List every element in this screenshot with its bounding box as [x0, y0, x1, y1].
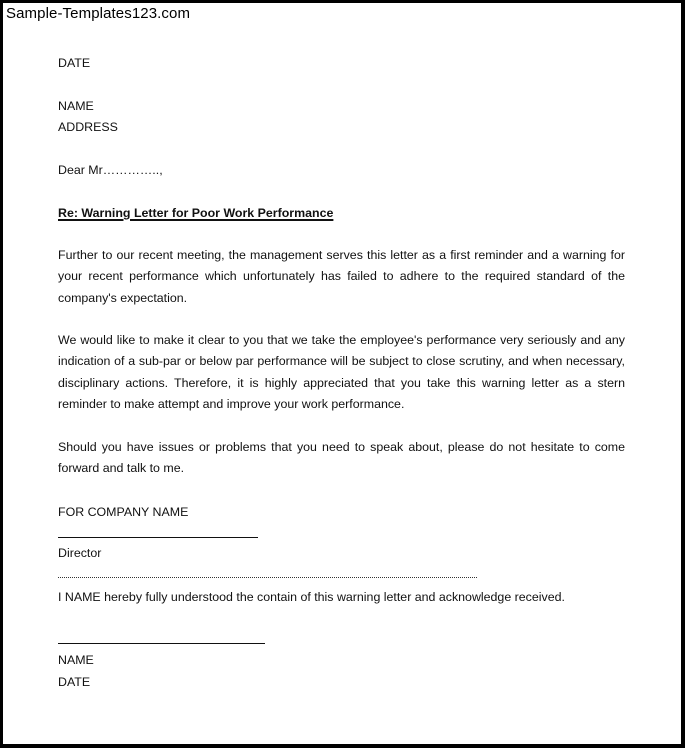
paragraph-contact: Should you have issues or problems that you need to speak about, please do not hesitate to come forward and talk to me.: [58, 440, 625, 476]
signature-line-director: [58, 537, 258, 538]
watermark: Sample-Templates123.com: [6, 5, 191, 22]
ack-name-field: NAME: [58, 653, 94, 667]
subject-line: Re: Warning Letter for Poor Work Performance: [58, 206, 334, 220]
date-field: DATE: [58, 56, 91, 70]
recipient-name-field: NAME: [58, 99, 94, 113]
paragraph-expectations: We would like to make it clear to you that we take the employee's performance very seriously and any indication of a sub-par or below par performance will be subject to close scrutiny, and when necessary, disciplinary actions. Therefore, it is highly appreciated that you take this warning letter as a stern reminder to make attempt and improve your work performance.: [58, 333, 625, 412]
separator-dotted-line: [58, 577, 477, 578]
ack-date-field: DATE: [58, 675, 91, 689]
paragraph-intro: Further to our recent meeting, the management serves this letter as a first reminder and a warning for your recent performance which unfortunately has failed to adhere to the required standard of the company's expectation.: [58, 248, 625, 305]
salutation: Dear Mr…………..,: [58, 163, 163, 177]
signature-line-employee: [58, 643, 265, 644]
recipient-address-field: ADDRESS: [58, 120, 118, 134]
document-page: [3, 3, 681, 744]
closing-company: FOR COMPANY NAME: [58, 505, 189, 519]
acknowledgement-statement: I NAME hereby fully understood the contain of this warning letter and acknowledge received.: [58, 590, 565, 604]
signatory-title: Director: [58, 546, 102, 560]
